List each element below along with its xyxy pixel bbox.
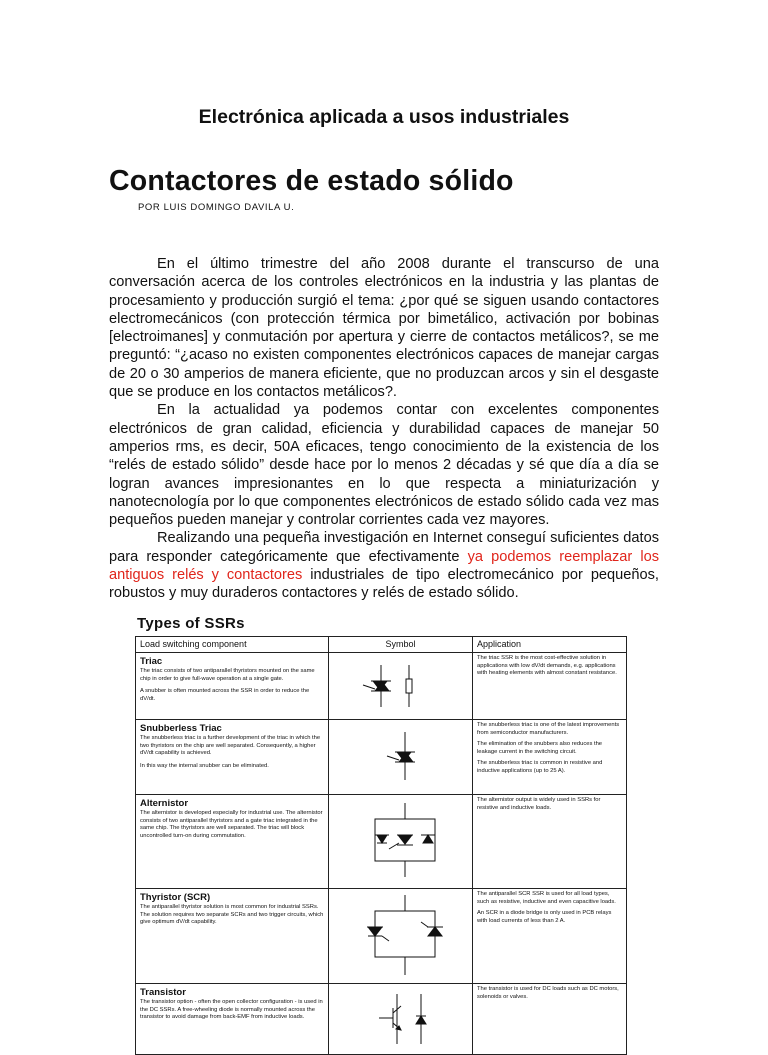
component-description: The antiparallel thyristor solution is most common for industrial SSRs. The solution requires two separate SCRs and two trigger circuits, which give optimum dV/dt capability. [140,904,324,926]
component-name: Triac [140,656,163,667]
table-row [136,720,627,795]
ssr-table-title: Types of SSRs [137,615,245,632]
application-cell [473,653,627,720]
alternistor-symbol-icon [333,797,476,886]
symbol-cell [329,889,473,984]
component-cell [136,653,329,720]
ssr-types-table [135,636,627,1055]
thyristor-scr-symbol-icon [333,891,476,981]
symbol-cell [329,653,473,720]
application-cell [473,984,627,1055]
author-byline: POR LUIS DOMINGO DAVILA U. [138,202,295,213]
component-name: Snubberless Triac [140,723,222,734]
paragraph-1: En el último trimestre del año 2008 durante el transcurso de una conversación acerca de los controles electrónicos en la industria y las plantas de procesamiento y producción surgió el tema: ¿por qué se siguen usando contactores electromecánicos (con protección térmica por bimetálico, activación por bobinas [electroimanes] y conmutación por apertura y cierre de contactos metálicos?, se me preguntó: “¿acaso no existen componentes electrónicos capaces de manejar cargas de 20 o 30 amperios de manera eficiente, que no produzcan arcos y sin el desgaste que se produce en los contactos metálicos?. [109,256,659,401]
paragraph-3 [109,529,659,602]
highlighted-phrase: ya podemos reemplazar los antiguos relés y contactores [109,548,660,584]
snubberless-triac-symbol-icon [333,722,476,792]
table-header-row [136,637,627,653]
header-symbol: Symbol [329,637,473,653]
component-description: The alternistor is developed especially for industrial use. The alternistor consists of two antiparallel thyristors and a gate triac integrated in the same chip. The thyristors are well separated. The triac will block uncontrolled turn-on during commutation. [140,810,323,839]
component-cell [136,984,329,1055]
application-text: The transistor is used for DC loads such as DC motors, solenoids or valves. [477,986,619,1000]
application-text: The elimination of the snubbers also reduces the leakage current in the switching circuit. [477,741,603,755]
table-row [136,889,627,984]
application-cell [473,889,627,984]
symbol-cell [329,984,473,1055]
transistor-symbol-icon [333,986,476,1052]
component-description: The transistor option - often the open collector configuration - is used in the DC SSRs. A free-wheeling diode is normally mounted across the transistor to avoid damage from back-EMF from inductive loads. [140,999,323,1021]
table-row [136,984,627,1055]
paragraph-3-text-a: Realizando una pequeña investigación en Internet conseguí suficientes datos para responder categóricamente que efectivamente [109,530,659,565]
component-cell [136,889,329,984]
paragraph-2: En la actualidad ya podemos contar con excelentes componentes electrónicos de gran calidad, eficiencia y durabilidad capaces de manejar 50 amperios rms, es decir, 50A eficaces, tengo conocimiento de la existencia de los “relés de estado sólido” desde hace por lo menos 2 décadas y sé que día a día se logran avances impresionantes en lo que respecta a miniaturización y nanotecnología por lo que componentes electrónicos de estado sólido cada vez mas pequeños pueden manejar y controlar corrientes cada vez mayores. [109,402,659,529]
paragraph-3-text-b: industriales de tipo electromecánico por pequeños, robustos y muy duraderos contactores y relés de estado sólido. [109,567,659,602]
symbol-cell [329,795,473,889]
triac-symbol-icon [333,655,476,717]
header-component: Load switching component [136,637,329,653]
application-cell [473,720,627,795]
header-application: Application [473,637,627,653]
application-text: The triac SSR is the most cost-effective solution in applications with low dV/dt demands, e.g. applications with heating elements with almost constant resistance. [477,655,617,677]
component-description: The triac consists of two antiparallel thyristors mounted on the same chip in order to give full-wave operation at a single gate. [140,668,315,682]
component-cell [136,720,329,795]
component-description: The snubberless triac is a further development of the triac in which the two thyristors on the chip are well separated. Consequently, a higher dV/dt capability is achieved. [140,735,321,757]
component-note: A snubber is often mounted across the SSR in order to reduce the dV/dt. [140,688,310,702]
application-cell [473,795,627,889]
application-text: The alternistor output is widely used in SSRs for resistive and inductive loads. [477,797,601,811]
application-text: The snubberless triac is one of the latest improvements from semiconductor manufacturers. [477,722,620,736]
document-header: Electrónica aplicada a usos industriales [198,106,570,128]
component-name: Alternistor [140,798,189,809]
table-row [136,653,627,720]
component-name: Transistor [140,987,186,998]
component-name: Thyristor (SCR) [140,892,211,903]
application-text: The antiparallel SCR SSR is used for all load types, such as resistive, inductive and even capacitive loads. [477,891,616,905]
table-row [136,795,627,889]
article-title: Contactores de estado sólido [109,165,514,197]
application-text: The snubberless triac is common in resistive and inductive applications (up to 25 A). [477,760,603,774]
component-cell [136,795,329,889]
article-body [109,255,659,603]
symbol-cell [329,720,473,795]
component-note: In this way the internal snubber can be eliminated. [140,762,269,769]
application-text: An SCR in a diode bridge is only used in PCB relays with load currents of less than 2 A. [477,910,612,924]
